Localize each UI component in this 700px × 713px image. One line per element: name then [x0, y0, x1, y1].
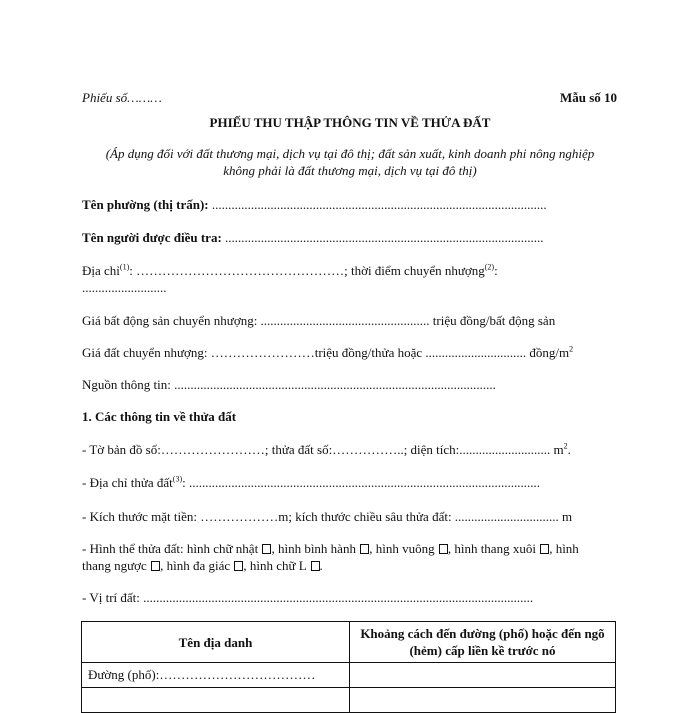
parcel-address-dots: : ............................................................................................................	[182, 475, 540, 490]
location-field: - Vị trí đất: ........................................................................................................................	[82, 590, 534, 605]
respondent-label: Tên người được điều tra:	[82, 230, 222, 245]
address-rest: : …………………………………………; thời điểm chuyển nhượng	[129, 263, 485, 278]
distance-table	[81, 621, 616, 713]
shape-text: , hình thang xuôi	[447, 541, 536, 556]
address-line-2: ..........................	[82, 280, 167, 295]
ward-label: Tên phường (thị trấn):	[82, 197, 209, 212]
unit-sup: 2	[569, 344, 574, 354]
shape-field-line-2	[82, 558, 323, 574]
address-end: :	[494, 263, 498, 278]
empty-cell[interactable]	[82, 688, 350, 713]
map-sheet-field	[82, 442, 571, 458]
shape-text: , hình vuông	[369, 541, 435, 556]
real-estate-price-field: Giá bất động sản chuyển nhượng: .................................................... triệu đồng/bất động sản	[82, 313, 556, 328]
footnote-2: (2)	[484, 262, 495, 272]
land-price-field	[82, 345, 573, 361]
subtitle-line-1: (Áp dụng đối với đất thương mại, dịch vụ tại đô thị; đất sản xuất, kinh doanh phi nông nghiệp	[105, 146, 595, 161]
ward-dots: .......................................................................................................	[208, 197, 547, 212]
shape-text: .	[319, 558, 323, 573]
map-sheet-text: - Tờ bản đồ số:……………………; thửa đất số:……………..; diện tích:............................ m	[82, 442, 564, 457]
address-label: Địa chỉ	[82, 263, 120, 278]
street-distance-cell[interactable]	[350, 663, 616, 688]
l-shape-checkbox[interactable]	[311, 561, 320, 571]
shape-text: thang ngược	[82, 558, 147, 573]
parcel-address-field	[82, 475, 540, 491]
address-field	[82, 263, 498, 279]
ward-field	[82, 197, 547, 213]
place-name-header: Tên địa danh	[82, 622, 350, 663]
empty-cell[interactable]	[350, 688, 616, 713]
respondent-field	[82, 230, 544, 246]
frontage-field: - Kích thước mặt tiền: ………………m; kích thước chiều sâu thửa đất: ................................ m	[82, 509, 573, 524]
distance-header	[350, 622, 616, 663]
section-1-heading: 1. Các thông tin về thửa đất	[82, 409, 237, 424]
map-sheet-end: .	[567, 442, 571, 457]
table-row	[82, 663, 616, 688]
square-checkbox[interactable]	[439, 544, 448, 554]
shape-text: , hình bình hành	[271, 541, 356, 556]
shape-field-line-1	[82, 541, 579, 557]
shape-text: , hình chữ L	[243, 558, 307, 573]
parallelogram-checkbox[interactable]	[360, 544, 369, 554]
trapezoid-checkbox[interactable]	[540, 544, 549, 554]
subtitle-line-2: không phải là đất thương mại, dịch vụ tại đô thị)	[223, 163, 477, 178]
form-number: Phiếu số………	[82, 90, 162, 105]
parcel-address-label: - Địa chỉ thửa đất	[82, 475, 173, 490]
table-row	[82, 688, 616, 713]
street-cell[interactable]: Đường (phố):………………………………	[82, 663, 350, 688]
page-title: PHIẾU THU THẬP THÔNG TIN VỀ THỬA ĐẤT	[209, 115, 491, 130]
footnote-3: (3)	[172, 474, 183, 484]
shape-text: , hình đa giác	[160, 558, 231, 573]
distance-header-line-1: Khoảng cách đến đường (phố) hoặc đến ngõ	[360, 626, 605, 641]
area-unit-sup: 2	[563, 441, 568, 451]
info-source-field: Nguồn thông tin: ...................................................................................................	[82, 377, 496, 392]
shape-text: - Hình thể thửa đất: hình chữ nhật	[82, 541, 259, 556]
respondent-dots: ..................................................................................................	[221, 230, 544, 245]
shape-text: , hình	[549, 541, 579, 556]
land-price-text: Giá đất chuyển nhượng: ……………………triệu đồng/thửa hoặc ............................... đồng/m	[82, 345, 570, 360]
inverted-trapezoid-checkbox[interactable]	[151, 561, 160, 571]
footnote-1: (1)	[119, 262, 130, 272]
distance-header-line-2: (hẻm) cấp liền kề trước nó	[409, 643, 556, 658]
template-number: Mẫu số 10	[559, 90, 617, 105]
